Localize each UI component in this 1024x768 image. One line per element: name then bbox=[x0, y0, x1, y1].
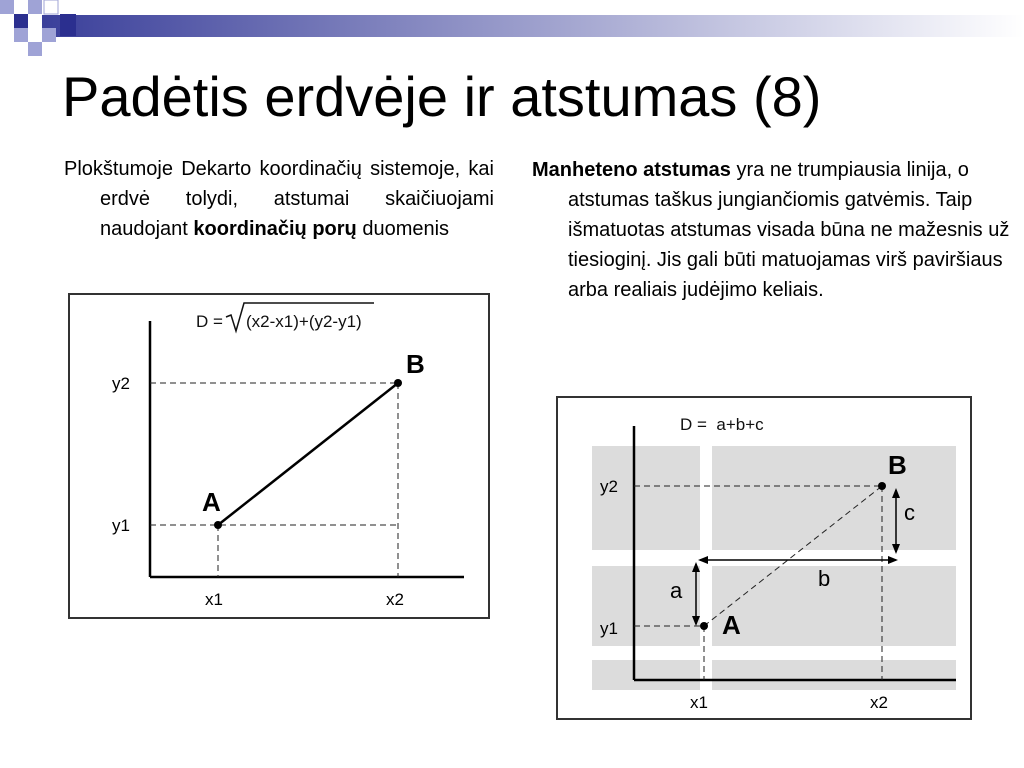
page-title: Padėtis erdvėje ir atstumas (8) bbox=[62, 65, 822, 128]
point-a-label: A bbox=[202, 487, 221, 517]
decor-square bbox=[0, 0, 14, 14]
label-x2: x2 bbox=[386, 590, 404, 609]
label-x1: x1 bbox=[205, 590, 223, 609]
decor-square bbox=[14, 28, 28, 42]
point-b-marker bbox=[394, 379, 402, 387]
euclid-formula-radicand: (x2-x1)+(y2-y1) bbox=[246, 312, 362, 331]
header-decoration bbox=[0, 0, 1024, 60]
label-y2: y2 bbox=[600, 477, 618, 496]
city-block bbox=[592, 660, 700, 690]
manhattan-distance-figure bbox=[556, 396, 974, 722]
segment-a-label: a bbox=[670, 578, 683, 603]
segment-b-label: b bbox=[818, 566, 831, 591]
point-a-label: A bbox=[722, 610, 741, 640]
point-b-label: B bbox=[888, 450, 907, 480]
left-paragraph bbox=[64, 154, 494, 244]
decor-square bbox=[28, 0, 42, 14]
manhattan-formula: D = a+b+c bbox=[680, 415, 764, 434]
decor-square bbox=[44, 0, 58, 14]
point-a-marker bbox=[214, 521, 222, 529]
city-block bbox=[592, 446, 700, 550]
left-text-bold: koordinačių porų bbox=[193, 218, 357, 240]
right-text-bold: Manheteno atstumas bbox=[532, 159, 731, 181]
city-block bbox=[712, 446, 956, 550]
point-b-marker bbox=[878, 482, 886, 490]
decor-square bbox=[60, 14, 76, 36]
point-a-marker bbox=[700, 622, 708, 630]
label-y1: y1 bbox=[600, 619, 618, 638]
point-b-label: B bbox=[406, 349, 425, 379]
decor-square bbox=[28, 14, 42, 28]
decor-square bbox=[28, 28, 42, 42]
euclidean-distance-figure bbox=[68, 293, 492, 621]
label-y1: y1 bbox=[112, 516, 130, 535]
right-text-rest: yra ne trumpiausia linija, o atstumas taškus jungiančiomis gatvėmis. Taip išmatuotas atstumas visada būna ne mažesnis už tiesioginį. Jis gali būti matuojamas virš paviršiaus arba realiais judėjimo keliais. bbox=[568, 159, 1010, 301]
segment-c-label: c bbox=[904, 500, 915, 525]
city-block bbox=[712, 660, 956, 690]
decor-square bbox=[0, 14, 14, 28]
euclid-formula-prefix: D = bbox=[196, 312, 223, 331]
decor-square bbox=[14, 0, 28, 14]
left-text-post: duomenis bbox=[356, 218, 450, 240]
decor-bar bbox=[40, 15, 1024, 37]
label-x2: x2 bbox=[870, 693, 888, 712]
right-paragraph bbox=[532, 155, 1012, 305]
decor-square bbox=[42, 28, 56, 42]
left-text-pre: Plokštumoje Dekarto koordinačių sistemoje, kai erdvė tolydi, atstumai skaičiuojami naudojant bbox=[64, 158, 494, 240]
label-y2: y2 bbox=[112, 374, 130, 393]
figure-frame bbox=[69, 294, 489, 618]
decor-square bbox=[28, 42, 42, 56]
decor-square bbox=[14, 14, 28, 28]
city-block bbox=[712, 566, 956, 646]
label-x1: x1 bbox=[690, 693, 708, 712]
